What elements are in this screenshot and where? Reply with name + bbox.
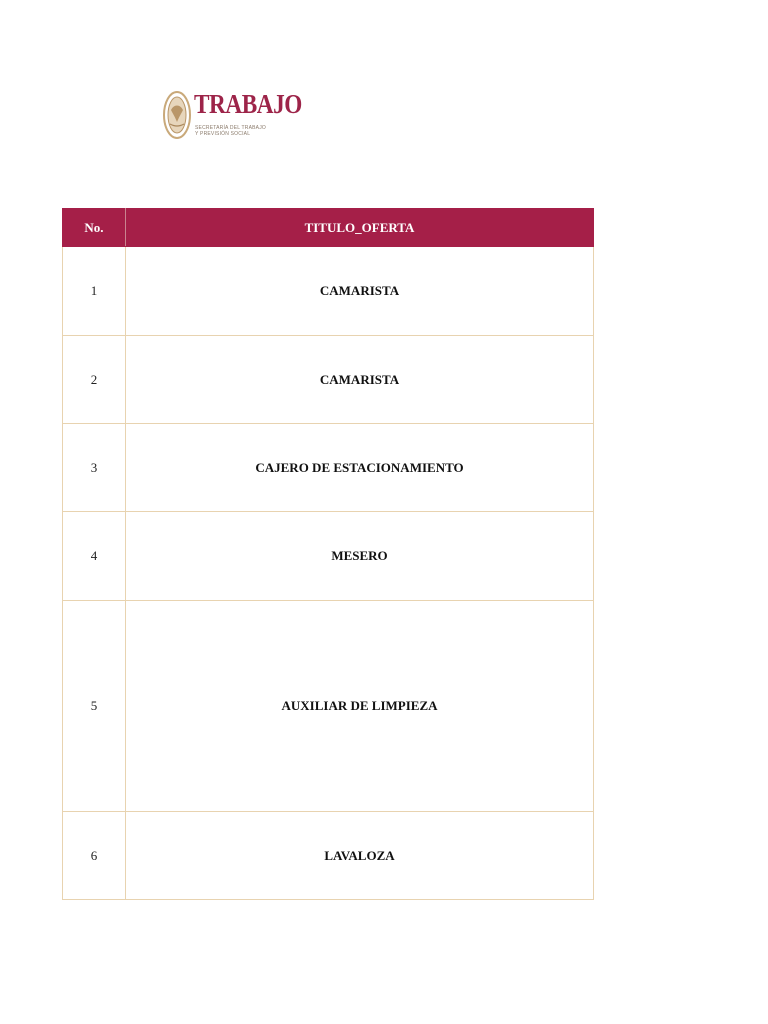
row-title: CAMARISTA	[126, 336, 594, 424]
row-title: CAMARISTA	[126, 247, 594, 336]
table-row	[63, 247, 594, 336]
logo-brand-text: TRABAJO	[194, 89, 302, 119]
row-number: 3	[63, 424, 126, 512]
row-number: 1	[63, 247, 126, 336]
table-row	[63, 812, 594, 900]
row-number: 2	[63, 336, 126, 424]
coat-of-arms-seal-icon	[162, 90, 192, 140]
table-header-row	[63, 209, 594, 247]
table-row	[63, 336, 594, 424]
row-title: CAJERO DE ESTACIONAMIENTO	[126, 424, 594, 512]
header-number: No.	[63, 209, 126, 247]
trabajo-logo	[162, 88, 302, 144]
logo-subtitle-line1: SECRETARÍA DEL TRABAJO	[195, 125, 266, 131]
row-title: AUXILIAR DE LIMPIEZA	[126, 601, 594, 812]
logo-subtitle-line2: Y PREVISIÓN SOCIAL	[195, 131, 251, 137]
row-number: 4	[63, 512, 126, 601]
row-title: LAVALOZA	[126, 812, 594, 900]
job-offers-table	[62, 208, 594, 900]
row-number: 6	[63, 812, 126, 900]
row-number: 5	[63, 601, 126, 812]
table-row	[63, 601, 594, 812]
row-title: MESERO	[126, 512, 594, 601]
table-row	[63, 424, 594, 512]
header-title: TITULO_OFERTA	[126, 209, 594, 247]
table-row	[63, 512, 594, 601]
